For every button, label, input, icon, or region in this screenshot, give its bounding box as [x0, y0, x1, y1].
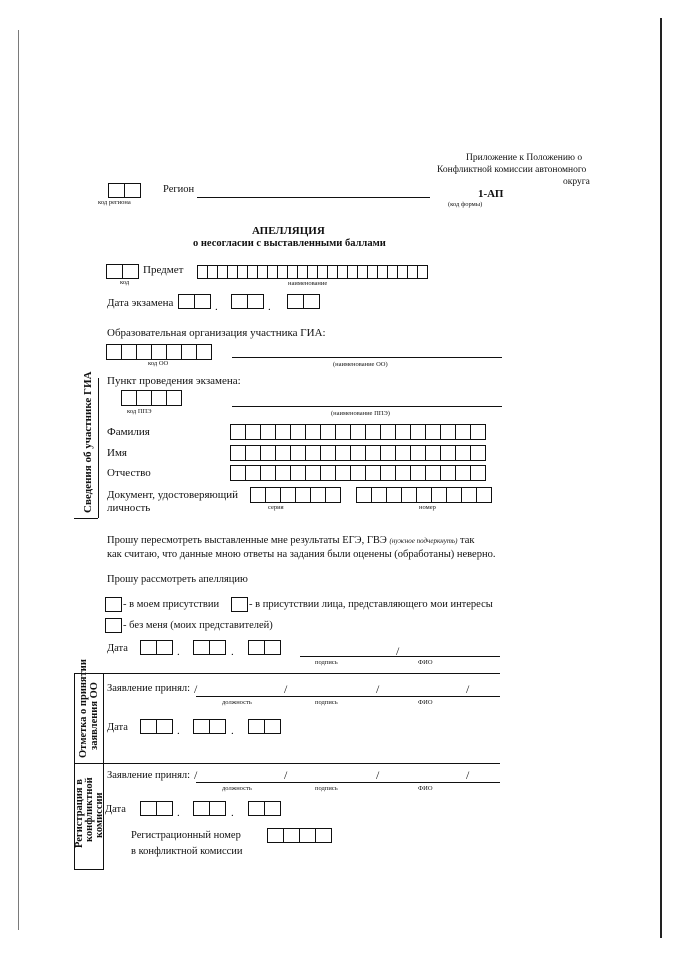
- oo-slash-1: /: [194, 682, 198, 696]
- commission-label-line-3: комиссии: [94, 792, 105, 838]
- commission-section-bottom: [74, 869, 104, 870]
- org-code-cells[interactable]: [106, 344, 211, 360]
- applicant-signature-line[interactable]: [300, 656, 500, 657]
- subject-name-cells[interactable]: [197, 265, 427, 279]
- commission-label-line-2: конфликтной: [84, 777, 95, 842]
- doc-series-caption: серия: [268, 504, 284, 511]
- participant-section-bottom: [74, 518, 98, 519]
- oo-slash-2: /: [284, 682, 288, 696]
- option-representative-label: - в присутствии лица, представляющего мои интересы: [249, 599, 493, 610]
- commission-signature-caption: подпись: [315, 785, 338, 792]
- oo-section-label-line-2: заявления ОО: [89, 682, 100, 750]
- commission-date-label: Дата: [105, 804, 126, 815]
- commission-year-cells[interactable]: [248, 801, 280, 816]
- oo-slash-3: /: [376, 682, 380, 696]
- ppe-code-cells[interactable]: [121, 390, 181, 406]
- commission-slash-2: /: [284, 768, 288, 782]
- commission-month-cells[interactable]: [193, 801, 225, 816]
- ppe-name-line[interactable]: [232, 406, 502, 407]
- applicant-fio-caption: ФИО: [418, 659, 433, 666]
- oo-section-divider: [103, 673, 104, 869]
- applicant-date-dot-1: .: [177, 646, 180, 658]
- commission-day-cells[interactable]: [140, 801, 172, 816]
- ppe-label: Пункт проведения экзамена:: [107, 375, 241, 387]
- reg-number-label-line-2: в конфликтной комиссии: [131, 846, 243, 857]
- request-line-1: [107, 535, 475, 546]
- surname-label: Фамилия: [107, 426, 150, 438]
- participant-section-border: [98, 378, 99, 518]
- exam-date-dot-1: .: [215, 301, 218, 313]
- left-scan-edge: [18, 30, 19, 930]
- oo-accepted-label: Заявление принял:: [107, 683, 191, 694]
- option-absent-checkbox[interactable]: [105, 618, 122, 633]
- applicant-date-dot-2: .: [231, 646, 234, 658]
- appendix-line-3: округа: [563, 177, 590, 187]
- commission-date-dot-2: .: [231, 807, 234, 819]
- ppe-name-caption: (наименование ППЭ): [331, 410, 390, 417]
- name-label: Имя: [107, 447, 127, 459]
- reg-number-label-line-1: Регистрационный номер: [131, 830, 241, 841]
- exam-month-cells[interactable]: [231, 294, 263, 309]
- org-label: Образовательная организация участника ГИА:: [107, 327, 326, 339]
- commission-date-dot-1: .: [177, 807, 180, 819]
- participant-section-label: Сведения об участнике ГИА: [82, 371, 94, 513]
- doc-series-cells[interactable]: [250, 487, 340, 503]
- oo-date-label: Дата: [107, 722, 128, 733]
- region-code-cells[interactable]: [108, 183, 140, 198]
- subject-name-caption: наименование: [288, 280, 328, 287]
- commission-section-top: [74, 763, 500, 764]
- doc-label-line-1: Документ, удостоверяющий: [107, 489, 239, 501]
- doc-label-line-2: личность: [107, 502, 151, 514]
- exam-date-label: Дата экзамена: [107, 297, 174, 309]
- applicant-day-cells[interactable]: [140, 640, 172, 655]
- org-code-caption: код ОО: [148, 360, 169, 367]
- commission-label-line-1: Регистрация в: [74, 779, 85, 848]
- request-line-2: как считаю, что данные мною ответы на задания были оценены (обработаны) неверно.: [107, 549, 496, 560]
- org-name-line[interactable]: [232, 357, 502, 358]
- oo-signature-caption: подпись: [315, 699, 338, 706]
- name-cells[interactable]: [230, 445, 485, 461]
- option-present-checkbox[interactable]: [105, 597, 122, 612]
- doc-number-caption: номер: [419, 504, 436, 511]
- exam-day-cells[interactable]: [178, 294, 210, 309]
- commission-accepted-label: Заявление принял:: [107, 770, 191, 781]
- option-present-label: - в моем присутствии: [123, 599, 220, 610]
- applicant-month-cells[interactable]: [193, 640, 225, 655]
- oo-section-label-line-1: Отметка о принятии: [78, 659, 89, 758]
- form-code-caption: (код формы): [448, 201, 483, 208]
- form-title: АПЕЛЛЯЦИЯ: [252, 225, 325, 237]
- option-absent-label: - без меня (моих представителей): [123, 620, 273, 631]
- commission-slash-3: /: [376, 768, 380, 782]
- oo-fio-caption: ФИО: [418, 699, 433, 706]
- patronymic-cells[interactable]: [230, 465, 485, 481]
- subject-label: Предмет: [143, 264, 184, 276]
- oo-slash-4: /: [466, 682, 470, 696]
- ppe-code-caption: код ППЭ: [127, 408, 152, 415]
- subject-code-caption: код: [120, 279, 130, 286]
- request-note: (нужное подчеркнуть): [389, 537, 458, 545]
- applicant-year-cells[interactable]: [248, 640, 280, 655]
- patronymic-label: Отчество: [107, 467, 151, 479]
- oo-date-dot-2: .: [231, 725, 234, 737]
- oo-section-top: [74, 673, 500, 674]
- subject-code-cells[interactable]: [106, 264, 138, 279]
- request-line-1-a: Прошу пересмотреть выставленные мне результаты ЕГЭ, ГВЭ: [107, 535, 390, 546]
- commission-fio-caption: ФИО: [418, 785, 433, 792]
- region-code-caption: код региона: [98, 199, 131, 206]
- doc-number-cells[interactable]: [356, 487, 491, 503]
- applicant-signature-caption: подпись: [315, 659, 338, 666]
- applicant-sign-slash: /: [396, 644, 400, 658]
- oo-day-cells[interactable]: [140, 719, 172, 734]
- form-code: 1-АП: [478, 188, 504, 200]
- right-scan-edge: [660, 18, 662, 938]
- option-representative-checkbox[interactable]: [231, 597, 248, 612]
- reg-number-cells[interactable]: [267, 828, 331, 843]
- commission-accepted-line[interactable]: [196, 782, 500, 783]
- exam-date-dot-2: .: [268, 301, 271, 313]
- applicant-date-label: Дата: [107, 643, 128, 654]
- commission-slash-1: /: [194, 768, 198, 782]
- oo-month-cells[interactable]: [193, 719, 225, 734]
- review-label: Прошу рассмотреть апелляцию: [107, 574, 248, 585]
- region-name-line[interactable]: [197, 197, 430, 198]
- form-subtitle: о несогласии с выставленными баллами: [193, 238, 386, 249]
- commission-slash-4: /: [466, 768, 470, 782]
- request-line-1-b: так: [457, 535, 475, 546]
- oo-accepted-line[interactable]: [196, 696, 500, 697]
- oo-date-dot-1: .: [177, 725, 180, 737]
- appendix-line-2: Конфликтной комиссии автономного: [437, 165, 587, 175]
- oo-year-cells[interactable]: [248, 719, 280, 734]
- org-name-caption: (наименование ОО): [333, 361, 388, 368]
- exam-year-cells[interactable]: [287, 294, 319, 309]
- region-label: Регион: [163, 184, 195, 195]
- commission-position-caption: должность: [222, 785, 252, 792]
- surname-cells[interactable]: [230, 424, 485, 440]
- appendix-line-1: Приложение к Положению о: [466, 153, 583, 163]
- oo-position-caption: должность: [222, 699, 252, 706]
